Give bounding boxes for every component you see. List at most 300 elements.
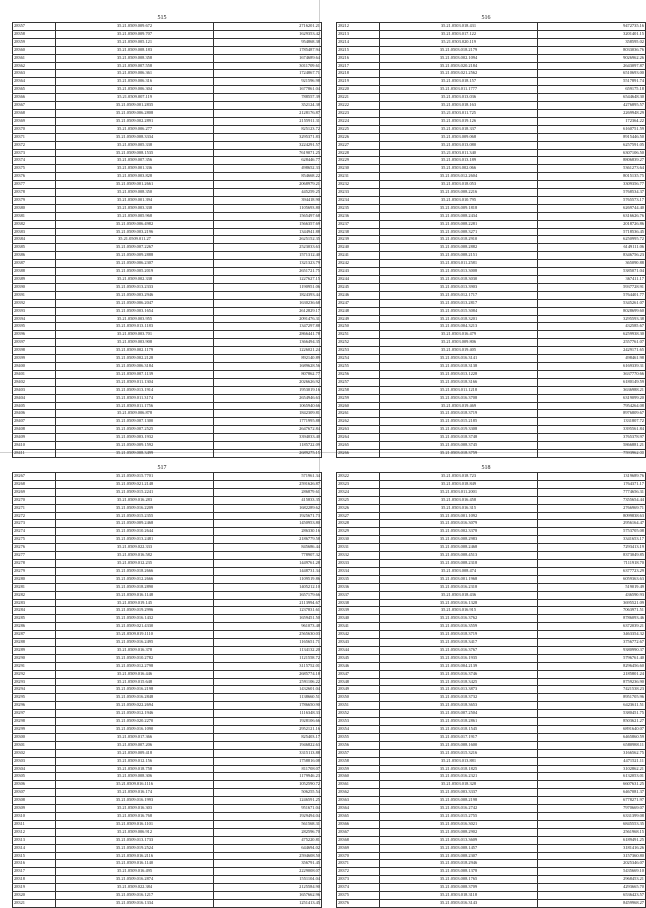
row-number-cell: 28290 <box>13 654 56 662</box>
parcel-code-cell: 35.21.0503.011.2581 <box>380 260 538 268</box>
table-row <box>337 615 646 623</box>
parcel-code-cell: 35.21.0503.008.2198 <box>380 797 538 805</box>
value-cell: 6059363.63 <box>538 575 646 583</box>
value-cell: 1842309.81 <box>214 410 322 418</box>
value-cell: 2429171.65 <box>538 347 646 355</box>
row-number-cell: 28366 <box>13 94 56 102</box>
table-row <box>13 46 322 54</box>
value-cell: 6132053.01 <box>538 773 646 781</box>
parcel-code-cell: 35.21.0503.008.3271 <box>380 228 538 236</box>
table-row <box>337 157 646 165</box>
row-number-cell: 28305 <box>13 773 56 781</box>
table-row <box>337 268 646 276</box>
table-row <box>13 291 322 299</box>
value-cell: 2647672.84 <box>214 426 322 434</box>
row-number-cell: 28365 <box>337 812 380 820</box>
parcel-code-cell: 35.21.0509.007.1300 <box>56 418 214 426</box>
table-row <box>337 504 646 512</box>
parcel-code-cell: 35.21.0509.016.495 <box>56 868 214 876</box>
table-row <box>13 496 322 504</box>
value-cell: 2018726.86 <box>538 220 646 228</box>
value-cell: 788557.39 <box>214 94 322 102</box>
table-row <box>13 30 322 38</box>
table-row <box>337 299 646 307</box>
table-row <box>337 733 646 741</box>
value-cell: 356791.45 <box>214 860 322 868</box>
table-row <box>337 94 646 102</box>
parcel-code-cell: 35.21.0503.018.1545 <box>380 726 538 734</box>
value-cell: 6510693.00 <box>538 70 646 78</box>
parcel-code-cell: 35.21.0509.008.306 <box>56 773 214 781</box>
table-row <box>337 749 646 757</box>
parcel-code-cell: 35.21.0509.003.828 <box>56 173 214 181</box>
value-cell: 5345261.07 <box>538 299 646 307</box>
row-number-cell: 28214 <box>337 38 380 46</box>
row-number-cell: 28344 <box>337 646 380 654</box>
table-row <box>337 355 646 363</box>
table-row <box>13 797 322 805</box>
row-number-cell: 28343 <box>337 639 380 647</box>
value-cell: 436590.93 <box>538 591 646 599</box>
value-cell: 2186779.58 <box>214 536 322 544</box>
value-cell: 394418.90 <box>214 196 322 204</box>
parcel-code-cell: 35.21.0509.016.378 <box>56 646 214 654</box>
parcel-code-cell: 35.21.0509.006.912 <box>56 828 214 836</box>
row-number-cell: 28281 <box>13 583 56 591</box>
row-number-cell: 28226 <box>337 133 380 141</box>
row-number-cell: 28227 <box>337 141 380 149</box>
table-row <box>13 276 322 284</box>
row-number-cell: 28393 <box>13 307 56 315</box>
table-row <box>13 662 322 670</box>
table-row <box>13 449 322 457</box>
row-number-cell: 28349 <box>337 686 380 694</box>
parcel-code-cell: 35.21.0503.018.2946 <box>380 860 538 868</box>
table-row <box>13 623 322 631</box>
table-row <box>13 268 322 276</box>
parcel-code-cell: 35.21.0503.018.3138 <box>380 362 538 370</box>
value-cell: 1226021.24 <box>214 347 322 355</box>
row-number-cell: 28411 <box>13 449 56 457</box>
parcel-code-cell: 35.21.0503.004.3213 <box>380 323 538 331</box>
parcel-code-cell: 35.21.0503.009.806 <box>380 339 538 347</box>
table-row <box>337 38 646 46</box>
row-number-cell: 28341 <box>337 623 380 631</box>
parcel-code-cell: 35.21.0503.011.1218 <box>380 386 538 394</box>
parcel-code-cell: 35.21.0503.016.2318 <box>380 583 538 591</box>
parcel-code-cell: 35.21.0509.007.356 <box>56 157 214 165</box>
table-row <box>13 559 322 567</box>
table-row <box>13 552 322 560</box>
table-row <box>13 789 322 797</box>
parcel-code-cell: 35.21.0509.010.2782 <box>56 654 214 662</box>
value-cell: 2185801.24 <box>538 670 646 678</box>
parcel-code-cell: 35.21.0503.013.3008 <box>380 268 538 276</box>
row-number-cell: 28365 <box>13 86 56 94</box>
row-number-cell: 28250 <box>337 323 380 331</box>
parcel-code-cell: 35.21.0503.003.3337 <box>380 789 538 797</box>
parcel-code-cell: 35.21.0509.006.3184 <box>56 362 214 370</box>
row-number-cell: 28320 <box>13 892 56 900</box>
parcel-code-cell: 35.21.0509.011.1756 <box>56 402 214 410</box>
row-number-cell: 28381 <box>13 212 56 220</box>
parcel-code-cell: 35.21.0503.019.126 <box>380 117 538 125</box>
table-row <box>13 852 322 860</box>
parcel-code-cell: 35.21.0509.008.350 <box>56 189 214 197</box>
value-cell: 3157360.80 <box>538 852 646 860</box>
value-cell: 1659451.50 <box>214 615 322 623</box>
table-row <box>13 133 322 141</box>
row-number-cell: 28308 <box>13 797 56 805</box>
table-row <box>13 686 322 694</box>
parcel-code-cell: 35.21.0503.013.3873 <box>380 686 538 694</box>
value-cell: 1764371.17 <box>538 480 646 488</box>
value-cell: 352124.38 <box>214 102 322 110</box>
parcel-code-cell: 35.21.0503.018.3425 <box>380 678 538 686</box>
row-number-cell: 28370 <box>337 852 380 860</box>
parcel-code-cell: 35.21.0509.002.2128 <box>56 355 214 363</box>
value-cell: 358595.02 <box>538 38 646 46</box>
value-cell: 432585.67 <box>538 323 646 331</box>
parcel-code-cell: 35.21.0509.003.2946 <box>56 291 214 299</box>
table-row <box>13 844 322 852</box>
page-number: 516 <box>481 15 491 21</box>
row-number-cell: 28299 <box>13 726 56 734</box>
value-cell: 2654946.63 <box>214 394 322 402</box>
page-518 <box>336 464 644 908</box>
table-row <box>337 654 646 662</box>
parcel-code-cell: 35.21.0509.003.338 <box>56 204 214 212</box>
table-row <box>13 757 322 765</box>
parcel-code-cell: 35.21.0503.011.725 <box>380 109 538 117</box>
table-row <box>13 212 322 220</box>
row-number-cell: 28366 <box>337 820 380 828</box>
value-cell: 445259.25 <box>214 189 322 197</box>
table-row <box>13 718 322 726</box>
row-number-cell: 28361 <box>13 54 56 62</box>
row-number-cell: 28219 <box>337 78 380 86</box>
table-row <box>13 165 322 173</box>
table-row <box>13 741 322 749</box>
parcel-code-cell: 35.21.0503.018.3653 <box>380 702 538 710</box>
value-cell: 5718536.45 <box>538 228 646 236</box>
value-cell: 8373049.85 <box>538 552 646 560</box>
parcel-code-cell: 35.21.0509.002.1179 <box>56 347 214 355</box>
value-cell: 8033036.76 <box>538 46 646 54</box>
table-row <box>13 442 322 450</box>
value-cell: 5380451.75 <box>538 710 646 718</box>
table-row <box>13 62 322 70</box>
row-number-cell: 28303 <box>13 757 56 765</box>
row-number-cell: 28230 <box>337 165 380 173</box>
value-cell: 172364.22 <box>538 117 646 125</box>
table-row <box>13 370 322 378</box>
value-cell: 475220.81 <box>214 836 322 844</box>
row-number-cell: 28359 <box>13 38 56 46</box>
row-number-cell: 28263 <box>337 426 380 434</box>
table-row <box>13 828 322 836</box>
table-row <box>337 662 646 670</box>
value-cell: 5937728.91 <box>538 283 646 291</box>
table-row <box>13 702 322 710</box>
table-row <box>337 449 646 457</box>
table-row <box>337 196 646 204</box>
parcel-code-cell: 35.21.0503.008.2216 <box>380 189 538 197</box>
value-cell: 2229008.07 <box>214 868 322 876</box>
value-cell: 561568.31 <box>214 820 322 828</box>
parcel-code-cell: 35.21.0503.013.3903 <box>380 283 538 291</box>
row-number-cell: 28275 <box>13 536 56 544</box>
row-number-cell: 28371 <box>13 133 56 141</box>
value-cell: 1190951.06 <box>214 283 322 291</box>
value-cell: 2612829.17 <box>214 307 322 315</box>
parcel-code-cell: 35.21.0509.016.2209 <box>56 504 214 512</box>
parcel-code-cell: 35.21.0503.013.1228 <box>380 370 538 378</box>
value-cell: 2968453.21 <box>538 876 646 884</box>
value-cell: 2689275.15 <box>214 449 322 457</box>
row-number-cell: 28338 <box>337 599 380 607</box>
table-row <box>337 812 646 820</box>
parcel-code-cell: 35.21.0509.016.1993 <box>56 797 214 805</box>
row-number-cell: 28236 <box>337 212 380 220</box>
table-row <box>337 852 646 860</box>
table-row <box>13 820 322 828</box>
table-row <box>337 892 646 900</box>
value-cell: 6580988.11 <box>538 741 646 749</box>
value-cell: 7111918.70 <box>538 559 646 567</box>
parcel-code-cell: 35.21.0509.006.2307 <box>56 260 214 268</box>
table-row <box>337 347 646 355</box>
parcel-code-cell: 35.21.0509.002.2891 <box>56 117 214 125</box>
parcel-code-cell: 35.21.0509.005.2019 <box>56 268 214 276</box>
value-cell: 3295593.38 <box>538 315 646 323</box>
parcel-code-cell: 35.21.0509.011.3174 <box>56 394 214 402</box>
row-number-cell: 28234 <box>337 196 380 204</box>
value-cell: 2128176.87 <box>214 109 322 117</box>
parcel-code-cell: 35.21.0509.013.1733 <box>56 836 214 844</box>
row-number-cell: 28217 <box>337 62 380 70</box>
parcel-code-cell: 35.21.0509.003.955 <box>56 315 214 323</box>
value-cell: 2956164.47 <box>538 520 646 528</box>
value-cell: 2269948.29 <box>538 109 646 117</box>
table-row <box>13 567 322 575</box>
parcel-code-cell: 35.21.0503.016.3746 <box>380 670 538 678</box>
row-number-cell: 28258 <box>337 386 380 394</box>
value-cell: 6331399.08 <box>538 812 646 820</box>
value-cell: 367411.17 <box>538 276 646 284</box>
parcel-code-cell: 35.21.0509.001.2835 <box>56 102 214 110</box>
value-cell: 6160751.59 <box>538 125 646 133</box>
parcel-code-cell: 35.21.0509.007.206 <box>56 741 214 749</box>
row-number-cell: 28391 <box>13 291 56 299</box>
parcel-code-cell: 35.21.0509.006.4982 <box>56 220 214 228</box>
value-cell: 6465860.59 <box>538 733 646 741</box>
value-cell: 1551104.04 <box>214 876 322 884</box>
row-number-cell: 28248 <box>337 307 380 315</box>
table-row <box>337 394 646 402</box>
row-number-cell: 28310 <box>13 812 56 820</box>
value-cell: 1237831.61 <box>214 607 322 615</box>
value-cell: 961073.48 <box>214 623 322 631</box>
table-row <box>337 789 646 797</box>
row-number-cell: 28306 <box>13 781 56 789</box>
parcel-code-cell: 35.21.0509.015.7701 <box>56 473 214 481</box>
row-number-cell: 28374 <box>13 157 56 165</box>
row-number-cell: 28253 <box>337 347 380 355</box>
row-number-cell: 28395 <box>13 323 56 331</box>
row-number-cell: 28279 <box>13 567 56 575</box>
row-number-cell: 28262 <box>337 418 380 426</box>
table-row <box>13 141 322 149</box>
row-number-cell: 28334 <box>337 567 380 575</box>
value-cell: 2866441.78 <box>214 331 322 339</box>
parcel-code-cell: 35.21.0503.019.3308 <box>380 426 538 434</box>
table-row <box>13 876 322 884</box>
row-number-cell: 28233 <box>337 189 380 197</box>
row-number-cell: 28240 <box>337 244 380 252</box>
value-cell: 954868.38 <box>214 38 322 46</box>
row-number-cell: 28375 <box>13 165 56 173</box>
row-number-cell: 28353 <box>337 718 380 726</box>
table-row <box>337 426 646 434</box>
value-cell: 3765378.97 <box>538 434 646 442</box>
table-row <box>337 757 646 765</box>
value-cell: 2523033.63 <box>214 244 322 252</box>
parcel-code-cell: 35.21.0509.019.2996 <box>56 607 214 615</box>
table-row <box>13 299 322 307</box>
value-cell: 3115752.01 <box>214 662 322 670</box>
row-number-cell: 28348 <box>337 678 380 686</box>
row-number-cell: 28280 <box>13 575 56 583</box>
parcel-code-cell: 35.21.0509.016.1432 <box>56 615 214 623</box>
page-516 <box>336 14 644 458</box>
table-row <box>337 631 646 639</box>
value-cell: 3102862.21 <box>538 765 646 773</box>
table-row <box>337 797 646 805</box>
parcel-code-cell: 35.21.0509.017.366 <box>56 733 214 741</box>
parcel-code-cell: 35.21.0503.009.068 <box>380 133 538 141</box>
table-row <box>337 528 646 536</box>
table-row <box>13 323 322 331</box>
parcel-code-cell: 35.21.0503.018.3732 <box>380 694 538 702</box>
value-cell: 644694.02 <box>214 844 322 852</box>
row-number-cell: 28319 <box>13 884 56 892</box>
row-number-cell: 28291 <box>13 662 56 670</box>
value-cell: 7593962.00 <box>538 449 646 457</box>
table-row <box>13 125 322 133</box>
parcel-code-cell: 35.21.0503.018.436 <box>380 591 538 599</box>
row-number-cell: 28286 <box>13 623 56 631</box>
row-number-cell: 28278 <box>13 559 56 567</box>
value-cell: 286879.61 <box>214 488 322 496</box>
row-number-cell: 28404 <box>13 394 56 402</box>
value-cell: 7970669.07 <box>538 805 646 813</box>
table-row <box>337 291 646 299</box>
value-cell: 892140.89 <box>214 355 322 363</box>
value-cell: 1185722.09 <box>214 442 322 450</box>
parcel-code-cell: 35.21.0503.013.2817 <box>380 299 538 307</box>
row-number-cell: 28296 <box>13 702 56 710</box>
table-row <box>337 488 646 496</box>
parcel-code-cell: 35.21.0503.008.2882 <box>380 244 538 252</box>
row-number-cell: 28324 <box>337 488 380 496</box>
value-cell: 5768534.37 <box>538 189 646 197</box>
row-number-cell: 28390 <box>13 283 56 291</box>
value-cell: 498461.98 <box>538 355 646 363</box>
parcel-code-cell: 35.21.0503.016.458 <box>380 496 538 504</box>
value-cell: 8346756.23 <box>538 252 646 260</box>
row-number-cell: 28322 <box>337 473 380 481</box>
parcel-code-cell: 35.21.0509.006.878 <box>56 410 214 418</box>
parcel-code-cell: 35.21.0509.016.2198 <box>56 686 214 694</box>
row-number-cell: 28398 <box>13 347 56 355</box>
value-cell: 6423611.51 <box>538 702 646 710</box>
value-cell: 7293413.19 <box>538 544 646 552</box>
value-cell: 1432601.04 <box>214 686 322 694</box>
parcel-code-cell: 35.21.0503.009.1818 <box>380 204 538 212</box>
value-cell: 6845553.35 <box>538 820 646 828</box>
value-cell: 1785487.94 <box>214 46 322 54</box>
row-number-cell: 28367 <box>337 828 380 836</box>
parcel-code-cell: 35.21.0509.008.358 <box>56 54 214 62</box>
parcel-code-cell: 35.21.0509.018.2666 <box>56 567 214 575</box>
parcel-code-cell: 35.21.0509.022.2694 <box>56 702 214 710</box>
row-number-cell: 28243 <box>337 268 380 276</box>
parcel-code-cell: 35.21.0503.018.849 <box>380 480 538 488</box>
table-row <box>13 181 322 189</box>
row-number-cell: 28304 <box>13 765 56 773</box>
value-cell: 825123.72 <box>214 125 322 133</box>
table-row <box>13 418 322 426</box>
table-row <box>337 117 646 125</box>
parcel-code-cell: 35.21.0509.001.336 <box>56 165 214 173</box>
table-row <box>337 220 646 228</box>
parcel-code-cell: 35.21.0509.016.1101 <box>56 820 214 828</box>
parcel-code-cell: 35.21.0503.018.3748 <box>380 434 538 442</box>
parcel-code-cell: 35.21.0503.018.2861 <box>380 718 538 726</box>
table-row <box>13 765 322 773</box>
row-number-cell: 28287 <box>13 631 56 639</box>
parcel-code-cell: 35.21.0509.005.338 <box>56 141 214 149</box>
value-cell: 2068979.21 <box>214 181 322 189</box>
table-row <box>337 173 646 181</box>
value-cell: 3463354.32 <box>538 631 646 639</box>
row-number-cell: 28362 <box>337 789 380 797</box>
table-row <box>13 480 322 488</box>
row-number-cell: 28315 <box>13 852 56 860</box>
value-cell: 1682289.62 <box>214 504 322 512</box>
row-number-cell: 28311 <box>13 820 56 828</box>
row-number-cell: 28256 <box>337 370 380 378</box>
row-number-cell: 28285 <box>13 615 56 623</box>
row-number-cell: 28360 <box>13 46 56 54</box>
table-row <box>13 631 322 639</box>
row-number-cell: 28377 <box>13 181 56 189</box>
row-number-cell: 28337 <box>337 591 380 599</box>
parcel-code-cell: 35.21.0509.008.1535 <box>56 149 214 157</box>
parcel-code-cell: 35.21.0503.008.2151 <box>380 252 538 260</box>
row-number-cell: 28340 <box>337 615 380 623</box>
parcel-table <box>12 472 322 908</box>
row-number-cell: 28264 <box>337 434 380 442</box>
table-row <box>337 386 646 394</box>
table-row <box>13 654 322 662</box>
parcel-code-cell: 35.21.0509.016.2495 <box>56 639 214 647</box>
parcel-code-cell: 35.21.0503.020.2184 <box>380 62 538 70</box>
table-row <box>13 583 322 591</box>
parcel-code-cell: 35.21.0509.006.361 <box>56 70 214 78</box>
row-number-cell: 28375 <box>337 892 380 900</box>
